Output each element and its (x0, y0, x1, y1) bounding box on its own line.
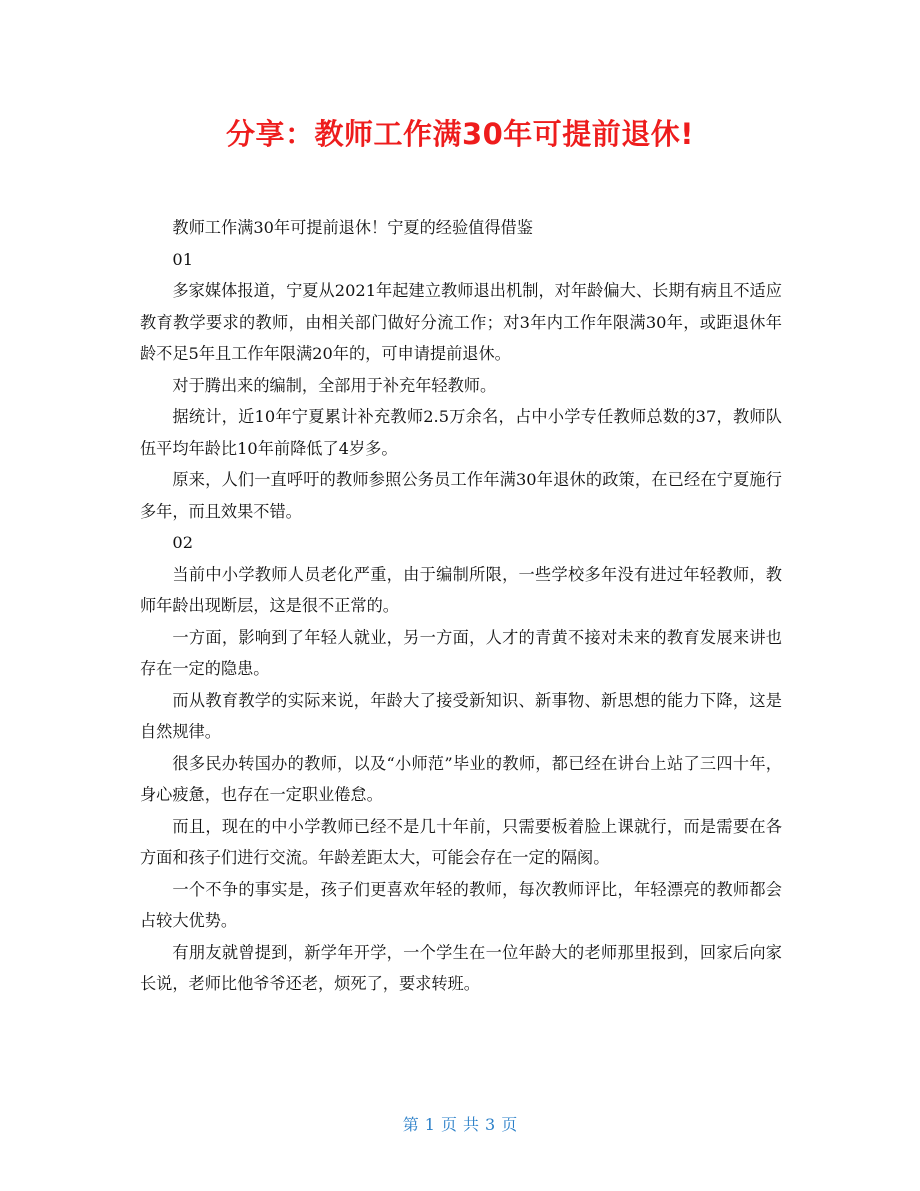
paragraph: 一个不争的事实是，孩子们更喜欢年轻的教师，每次教师评比，年轻漂亮的教师都会占较大优势。 (140, 879, 782, 930)
paragraph: 教师工作满30年可提前退休！宁夏的经验值得借鉴 (172, 218, 533, 237)
footer-prefix: 第 (402, 1115, 419, 1134)
page-footer (0, 1113, 920, 1137)
paragraph: 据统计，近10年宁夏累计补充教师2.5万余名，占中小学专任教师总数的37，教师队伍平均年龄比10年前降低了4岁多。 (140, 407, 782, 458)
paragraph: 多家媒体报道，宁夏从2021年起建立教师退出机制，对年龄偏大、长期有病且不适应教育教学要求的教师，由相关部门做好分流工作；对3年内工作年限满30年，或距退休年龄不足5年且工作年限满20年的，可申请提前退休。 (140, 281, 782, 363)
document-title: 分享：教师工作满30年可提前退休! (225, 117, 695, 151)
paragraph: 而从教育教学的实际来说，年龄大了接受新知识、新事物、新思想的能力下降，这是自然规律。 (140, 690, 782, 741)
footer-suffix: 页 (501, 1115, 518, 1134)
paragraph: 一方面，影响到了年轻人就业，另一方面，人才的青黄不接对未来的教育发展来讲也存在一定的隐患。 (140, 627, 782, 678)
paragraph: 很多民办转国办的教师，以及“小师范”毕业的教师，都已经在讲台上站了三四十年，身心疲惫，也存在一定职业倦怠。 (140, 753, 782, 804)
footer-page-word: 页 (440, 1115, 457, 1134)
section-number: 01 (172, 249, 193, 269)
footer-total-prefix: 共 (463, 1115, 480, 1134)
section-number: 02 (172, 533, 193, 552)
document-body (140, 212, 782, 1000)
paragraph: 原来，人们一直呼吁的教师参照公务员工作年满30年退休的政策，在已经在宁夏施行多年，而且效果不错。 (140, 470, 782, 521)
paragraph: 有朋友就曾提到，新学年开学，一个学生在一位年龄大的老师那里报到，回家后向家长说，老师比他爷爷还老，烦死了，要求转班。 (140, 942, 782, 993)
paragraph: 而且，现在的中小学教师已经不是几十年前，只需要板着脸上课就行，而是需要在各方面和孩子们进行交流。年龄差距太大，可能会存在一定的隔阂。 (140, 816, 782, 867)
paragraph: 对于腾出来的编制，全部用于补充年轻教师。 (172, 375, 497, 395)
footer-current-page: 1 (424, 1115, 435, 1134)
paragraph: 当前中小学教师人员老化严重，由于编制所限，一些学校多年没有进过年轻教师，教师年龄出现断层，这是很不正常的。 (140, 564, 782, 615)
footer-total-pages: 3 (485, 1115, 496, 1134)
